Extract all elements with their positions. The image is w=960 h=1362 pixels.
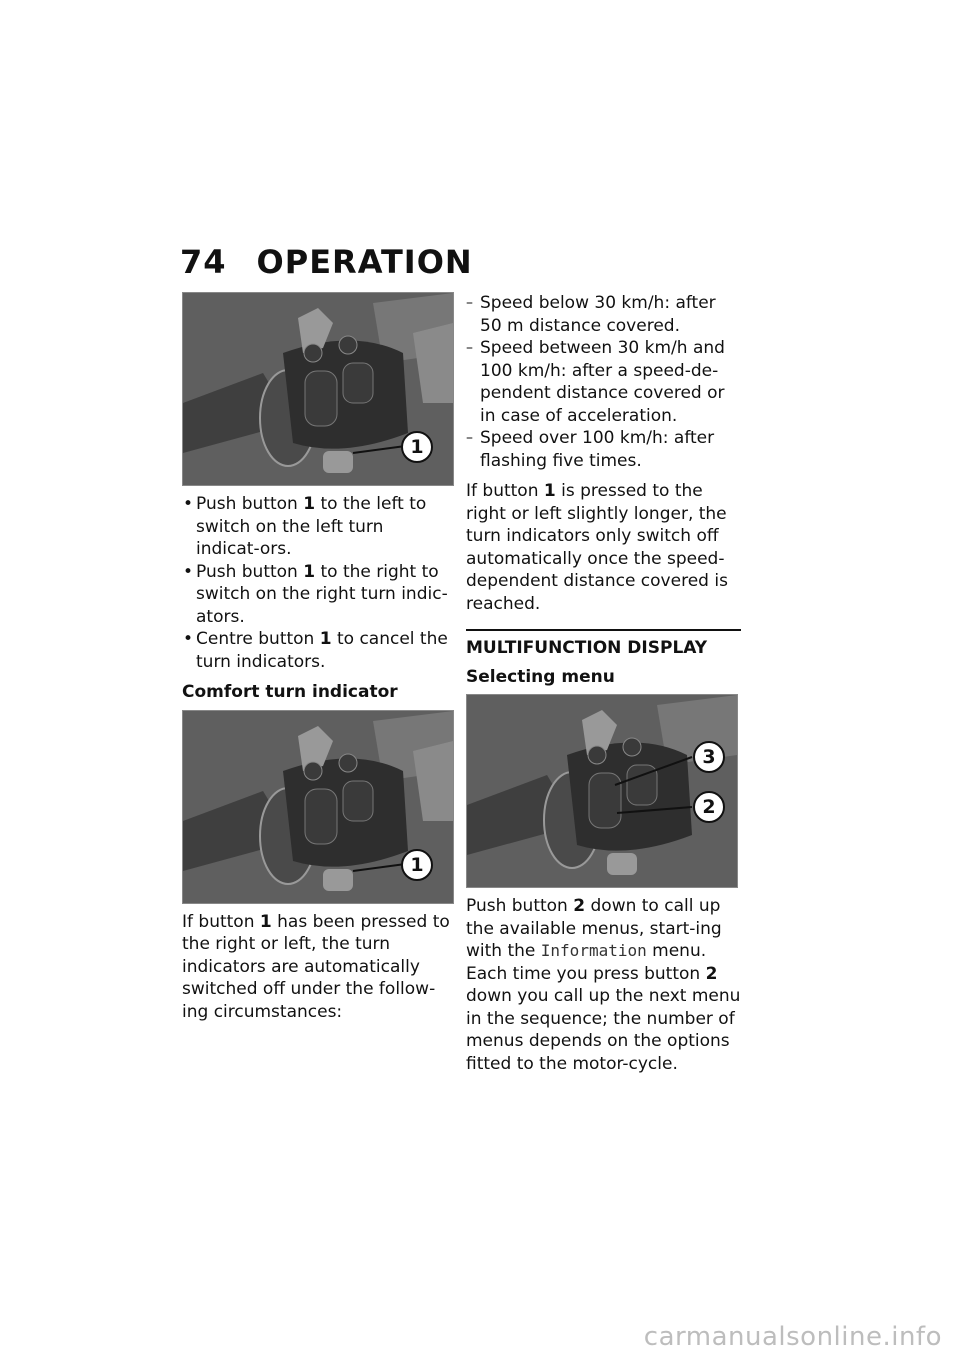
handlebar-switch-figure-1 bbox=[182, 292, 454, 486]
page-header bbox=[180, 243, 473, 281]
text-run: If button bbox=[182, 911, 260, 932]
list-item bbox=[182, 493, 452, 561]
button-ref: 1 bbox=[259, 911, 272, 932]
button-ref: 2 bbox=[705, 963, 718, 984]
text-run: down to call up the available menus, start-ing with the bbox=[466, 896, 722, 961]
paragraph bbox=[466, 480, 741, 615]
text-run: Push button bbox=[466, 896, 574, 916]
text-run: is pressed to the right or left slightly longer, the turn indicators only switch off automatically once the speed-dependent distance covered is reached. bbox=[466, 481, 728, 614]
subheading-selecting-menu: Selecting menu bbox=[466, 666, 615, 687]
list-item: – Speed over 100 km/h: after flashing five times. bbox=[466, 427, 741, 472]
button-ref: 1 bbox=[303, 494, 316, 514]
button-ref: 1 bbox=[543, 481, 556, 501]
text-run: to the right to switch on the right turn indic-ators. bbox=[196, 561, 448, 627]
subheading-comfort-turn-indicator: Comfort turn indicator bbox=[182, 682, 398, 702]
callout-3: 3 bbox=[693, 741, 725, 773]
handlebar-switch-figure-3 bbox=[466, 694, 738, 888]
dash-list bbox=[466, 292, 741, 472]
left-column bbox=[182, 292, 452, 1023]
handlebar-switch-illustration bbox=[467, 695, 737, 887]
text-run: to the left to switch on the left turn indicat-ors. bbox=[196, 494, 427, 559]
button-ref: 1 bbox=[319, 629, 332, 649]
section-heading-multifunction-display: MULTIFUNCTION DISPLAY bbox=[466, 629, 741, 660]
text-run: Push button bbox=[196, 561, 304, 582]
callout-2: 2 bbox=[693, 791, 725, 823]
callout-1: 1 bbox=[401, 849, 433, 881]
text-run: If button bbox=[466, 481, 544, 501]
paragraph bbox=[182, 911, 452, 1024]
text-run: to cancel the turn indicators. bbox=[196, 629, 448, 672]
paragraph bbox=[466, 895, 741, 1075]
watermark: carmanualsonline.info bbox=[643, 1322, 942, 1352]
list-item: – Speed between 30 km/h and 100 km/h: after a speed-de-pendent distance covered or in case of acceleration. bbox=[466, 337, 741, 427]
button-ref: 1 bbox=[303, 561, 316, 582]
text-run: Push button bbox=[196, 494, 304, 514]
list-item bbox=[182, 628, 452, 673]
list-item bbox=[182, 561, 452, 629]
text-run: Centre button bbox=[196, 629, 320, 649]
right-column bbox=[466, 292, 741, 1075]
list-item: – Speed below 30 km/h: after 50 m distance covered. bbox=[466, 292, 741, 337]
text-run: down you call up the next menu in the sequence; the number of menus depends on the options fitted to the motor-cycle. bbox=[466, 986, 741, 1074]
text-run: has been pressed to the right or left, the turn indicators are automatically switched off under the follow-ing circumstances: bbox=[182, 911, 450, 1022]
handlebar-switch-figure-2 bbox=[182, 710, 454, 904]
text-run: menu. Each time you press button bbox=[466, 941, 707, 984]
page-number: 74 bbox=[180, 243, 227, 281]
callout-1: 1 bbox=[401, 431, 433, 463]
menu-name: Information bbox=[540, 941, 647, 960]
page-title: OPERATION bbox=[256, 243, 473, 281]
bullet-list bbox=[182, 493, 452, 673]
button-ref: 2 bbox=[573, 896, 586, 916]
